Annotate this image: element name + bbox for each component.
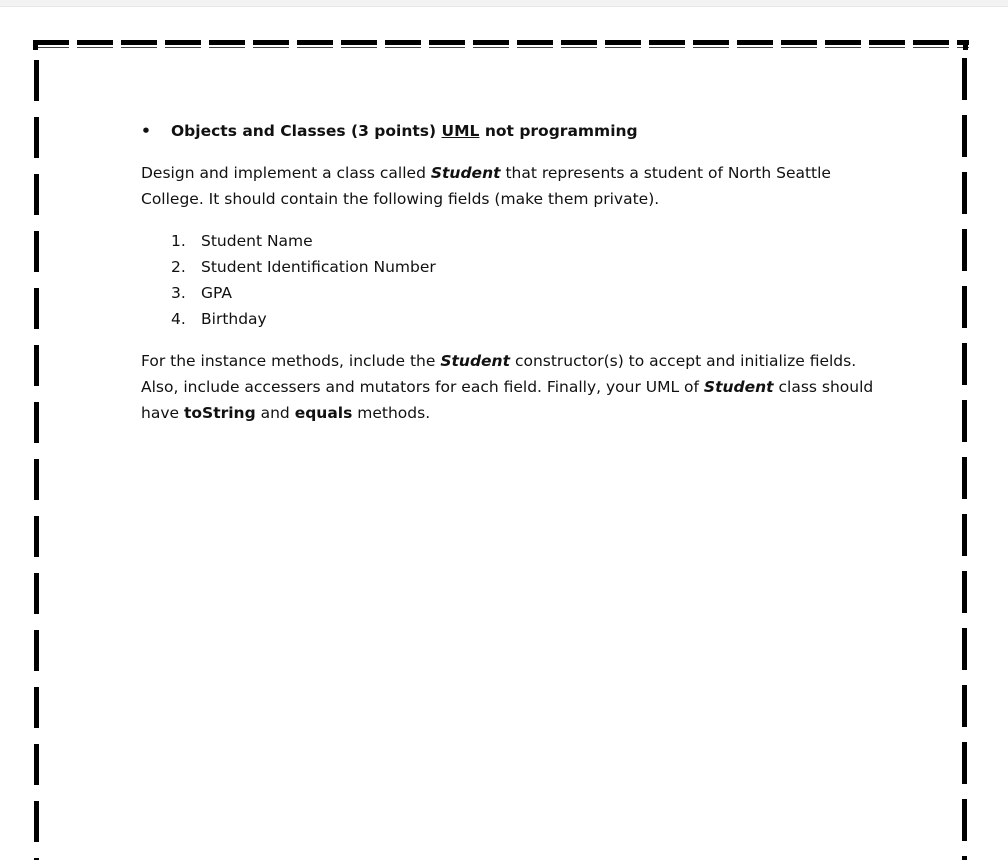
methods-text-5: methods. <box>352 404 431 422</box>
page-border-corner-right <box>963 40 968 50</box>
list-item-number: 2. <box>171 258 186 276</box>
list-item <box>141 228 881 254</box>
page-top-strip <box>0 0 1008 7</box>
method-name-tostring: toString <box>183 404 256 422</box>
page-border-right <box>962 58 967 860</box>
list-item <box>141 306 881 332</box>
methods-text-2: constructor(s) to accept and initialize fields. Also, include accessers and mutators for each field. Finally, your UML of <box>141 352 857 396</box>
document-content <box>141 118 881 426</box>
list-item <box>141 254 881 280</box>
list-item-number: 3. <box>171 284 186 302</box>
heading-uml: UML <box>441 122 480 140</box>
method-name-equals: equals <box>294 404 353 422</box>
class-name: Student <box>440 352 511 370</box>
methods-paragraph <box>141 348 881 426</box>
list-item <box>141 280 881 306</box>
list-item-text: Student Identification Number <box>201 258 436 276</box>
methods-text-3: class should have <box>141 378 874 422</box>
bullet-icon: • <box>141 122 151 140</box>
fields-list <box>141 228 881 332</box>
heading-title: Objects and Classes (3 points) <box>171 122 437 140</box>
intro-paragraph <box>141 160 881 212</box>
section-heading-text <box>171 118 638 144</box>
page-border-left <box>34 60 39 860</box>
list-item-number: 1. <box>171 232 186 250</box>
methods-text-4: and <box>255 404 295 422</box>
section-heading <box>141 118 881 144</box>
list-item-number: 4. <box>171 310 186 328</box>
intro-text-2: that represents a student of North Seattle College. It should contain the following fields (make them private). <box>141 164 831 208</box>
page-border-top <box>33 40 969 45</box>
class-name: Student <box>703 378 774 396</box>
methods-text-1: For the instance methods, include the <box>141 352 441 370</box>
class-name: Student <box>430 164 501 182</box>
list-item-text: GPA <box>201 284 232 302</box>
heading-suffix: not programming <box>484 122 638 140</box>
list-item-text: Birthday <box>201 310 267 328</box>
list-item-text: Student Name <box>201 232 313 250</box>
page-border-corner-left <box>33 40 38 50</box>
intro-text-1: Design and implement a class called <box>141 164 431 182</box>
page-border-top-inner <box>33 47 969 48</box>
